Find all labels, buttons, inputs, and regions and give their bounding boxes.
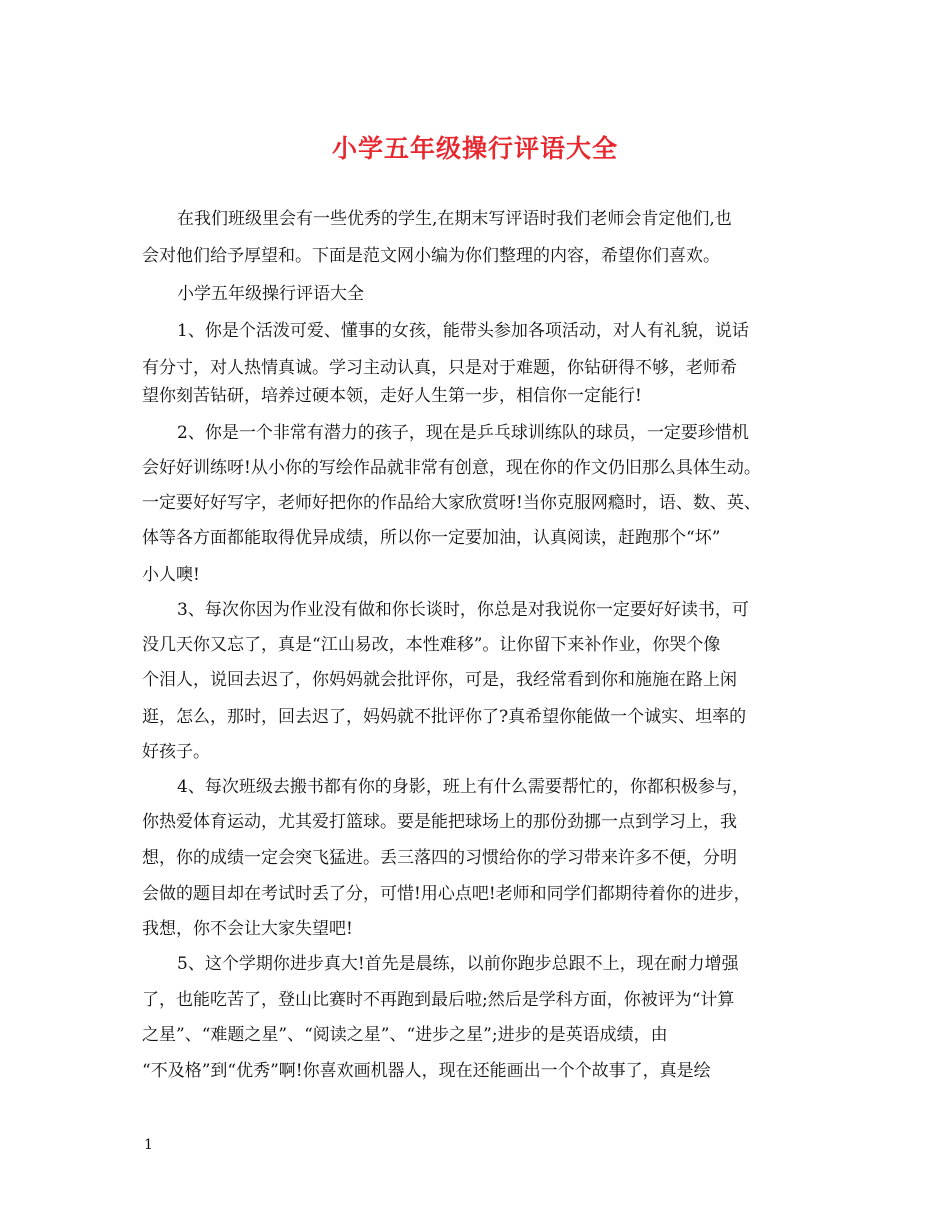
paragraph-line: 会好好训练呀!从小你的写绘作品就非常有创意，现在你的作文仍旧那么具体生动。	[142, 458, 761, 478]
paragraph-line: 小人噢!	[142, 565, 200, 585]
page-title: 小学五年级操行评语大全	[331, 134, 618, 163]
paragraph-line: “不及格”到“优秀”啊!你喜欢画机器人，现在还能画出一个个故事了，真是绘	[142, 1061, 711, 1081]
paragraph-line: 一定要好好写字，老师好把你的作品给大家欣赏呀!当你克服网瘾时，语、数、英、	[142, 493, 761, 513]
paragraph-line: 没几天你又忘了，真是“江山易改，本性难移”。让你留下来补作业，你哭个像	[142, 635, 721, 655]
paragraph-line: 在我们班级里会有一些优秀的学生,在期末写评语时我们老师会肯定他们,也	[177, 209, 732, 229]
paragraph-line: 4、每次班级去搬书都有你的身影，班上有什么需要帮忙的，你都积极参与，	[177, 777, 749, 797]
paragraph-line: 会做的题目却在考试时丢了分，可惜!用心点吧!老师和同学们都期待着你的进步，	[142, 884, 751, 904]
paragraph-line: 有分寸，对人热情真诚。学习主动认真，只是对于难题，你钻研得不够，老师希	[142, 358, 737, 378]
paragraph-line: 望你刻苦钻研，培养过硬本领，走好人生第一步，相信你一定能行!	[142, 386, 642, 406]
paragraph-line: 会对他们给予厚望和。下面是范文网小编为你们整理的内容，希望你们喜欢。	[142, 246, 720, 266]
paragraph-line: 个泪人，说回去迟了，你妈妈就会批评你，可是，我经常看到你和施施在路上闲	[142, 670, 737, 690]
paragraph-line: 逛，怎么，那时，回去迟了，妈妈就不批评你了?真希望你能做一个诚实、坦率的	[142, 707, 747, 727]
paragraph-line: 我想，你不会让大家失望吧!	[142, 919, 353, 939]
paragraph-line: 之星”、“难题之星”、“阅读之星”、“进步之星”;进步的是英语成绩，由	[142, 1025, 668, 1045]
page-number: 1	[144, 1137, 153, 1153]
paragraph-line: 你热爱体育运动，尤其爱打篮球。要是能把球场上的那份劲挪一点到学习上，我	[142, 812, 737, 832]
paragraph-line: 体等各方面都能取得优异成绩，所以你一定要加油，认真阅读，赶跑那个“坏”	[142, 528, 721, 548]
paragraph-line: 2、你是一个非常有潜力的孩子，现在是乒乓球训练队的球员，一定要珍惜机	[177, 423, 749, 443]
paragraph-line: 5、这个学期你进步真大!首先是晨练，以前你跑步总跟不上，现在耐力增强	[177, 954, 739, 974]
paragraph-line: 3、每次你因为作业没有做和你长谈时，你总是对我说你一定要好好读书，可	[177, 600, 749, 620]
paragraph-line: 想，你的成绩一定会突飞猛进。丢三落四的习惯给你的学习带来许多不便，分明	[142, 848, 737, 868]
paragraph-line: 了，也能吃苦了，登山比赛时不再跑到最后啦;然后是学科方面，你被评为“计算	[142, 990, 735, 1010]
paragraph-line: 1、你是个活泼可爱、懂事的女孩，能带头参加各项活动，对人有礼貌，说话	[177, 321, 749, 341]
section-heading: 小学五年级操行评语大全	[177, 284, 364, 304]
paragraph-line: 好孩子。	[142, 742, 210, 762]
